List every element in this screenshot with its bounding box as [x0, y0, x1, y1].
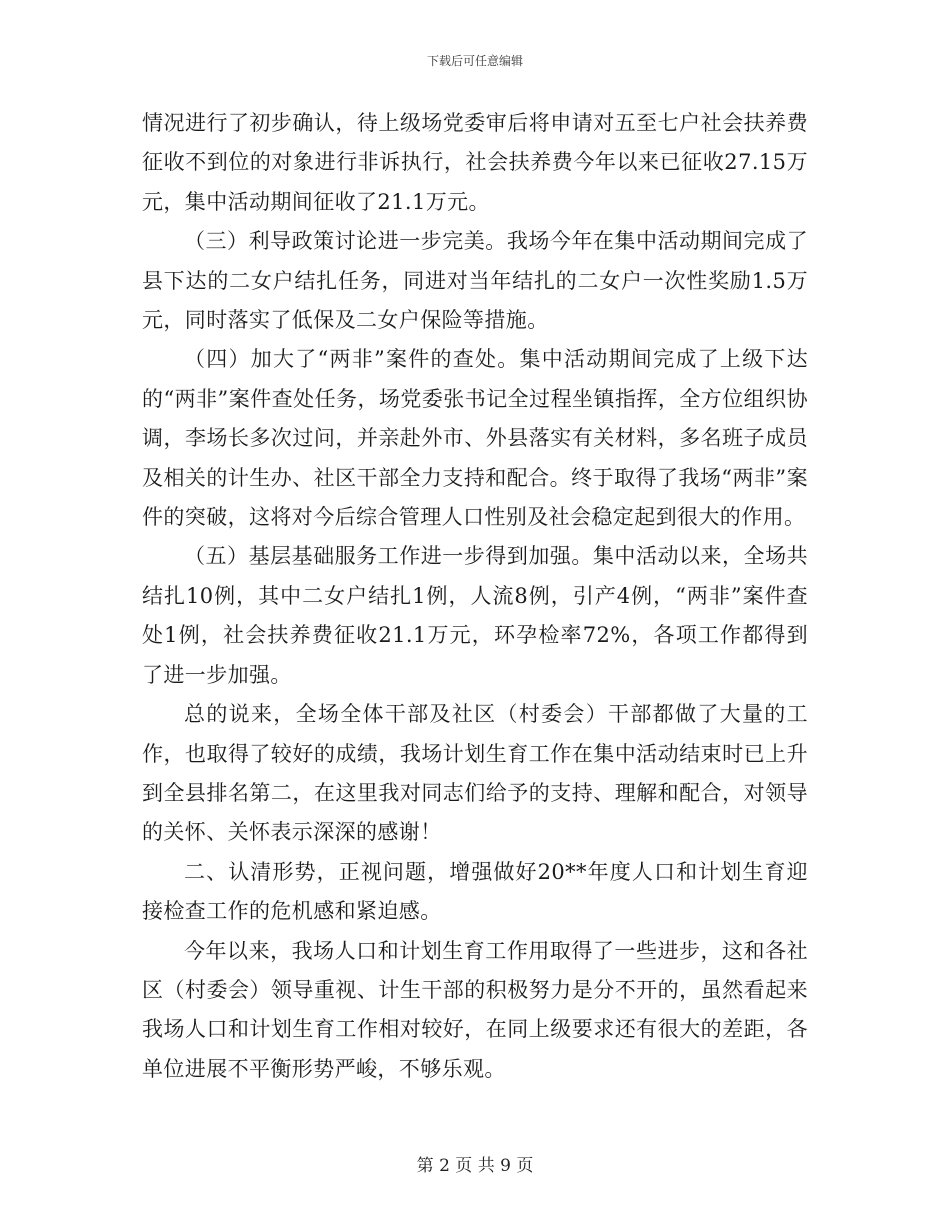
paragraph-heading-two: 二、认清形势，正视问题，增强做好20**年度人口和计划生育迎接检查工作的危机感和紧迫感。	[142, 859, 808, 924]
paragraph-section-five: （五）基层基础服务工作进一步得到加强。集中活动以来，全场共结扎10例，其中二女户结扎1例，人流8例，引产4例，“两非”案件查处1例，社会扶养费征收21.1万元，环孕检率72%，各项工作都得到了进一步加强。	[142, 544, 808, 687]
paragraph-continuation: 情况进行了初步确认，待上级场党委审后将申请对五至七户社会扶养费征收不到位的对象进行非诉执行，社会扶养费今年以来已征收27.15万元，集中活动期间征收了21.1万元。	[142, 111, 808, 214]
page-header-note: 下载后可任意编辑	[426, 54, 523, 68]
page-number: 第 2 页 共 9 页	[416, 1156, 534, 1176]
paragraph-summary: 总的说来，全场全体干部及社区（村委会）干部都做了大量的工作，也取得了较好的成绩，我场计划生育工作在集中活动结束时已上升到全县排名第二，在这里我对同志们给予的支持、理解和配合，对领导的关怀、关怀表示深深的感谢！	[142, 702, 808, 845]
document-body	[142, 104, 808, 1089]
paragraph-section-four: （四）加大了“两非”案件的查处。集中活动期间完成了上级下达的“两非”案件查处任务，场党委张书记全过程坐镇指挥，全方位组织协调，李场长多次过问，并亲赴外市、外县落实有关材料，多名班子成员及相关的计生办、社区干部全力支持和配合。终于取得了我场“两非”案件的突破，这将对今后综合管理人口性别及社会稳定起到很大的作用。	[142, 347, 808, 530]
paragraph-situation: 今年以来，我场人口和计划生育工作用取得了一些进步，这和各社区（村委会）领导重视、计生干部的积极努力是分不开的，虽然看起来我场人口和计划生育工作相对较好，在同上级要求还有很大的差距，各单位进展不平衡形势严峻，不够乐观。	[142, 938, 808, 1081]
paragraph-section-three: （三）利导政策讨论进一步完美。我场今年在集中活动期间完成了县下达的二女户结扎任务，同进对当年结扎的二女户一次性奖励1.5万元，同时落实了低保及二女户保险等措施。	[142, 229, 808, 333]
